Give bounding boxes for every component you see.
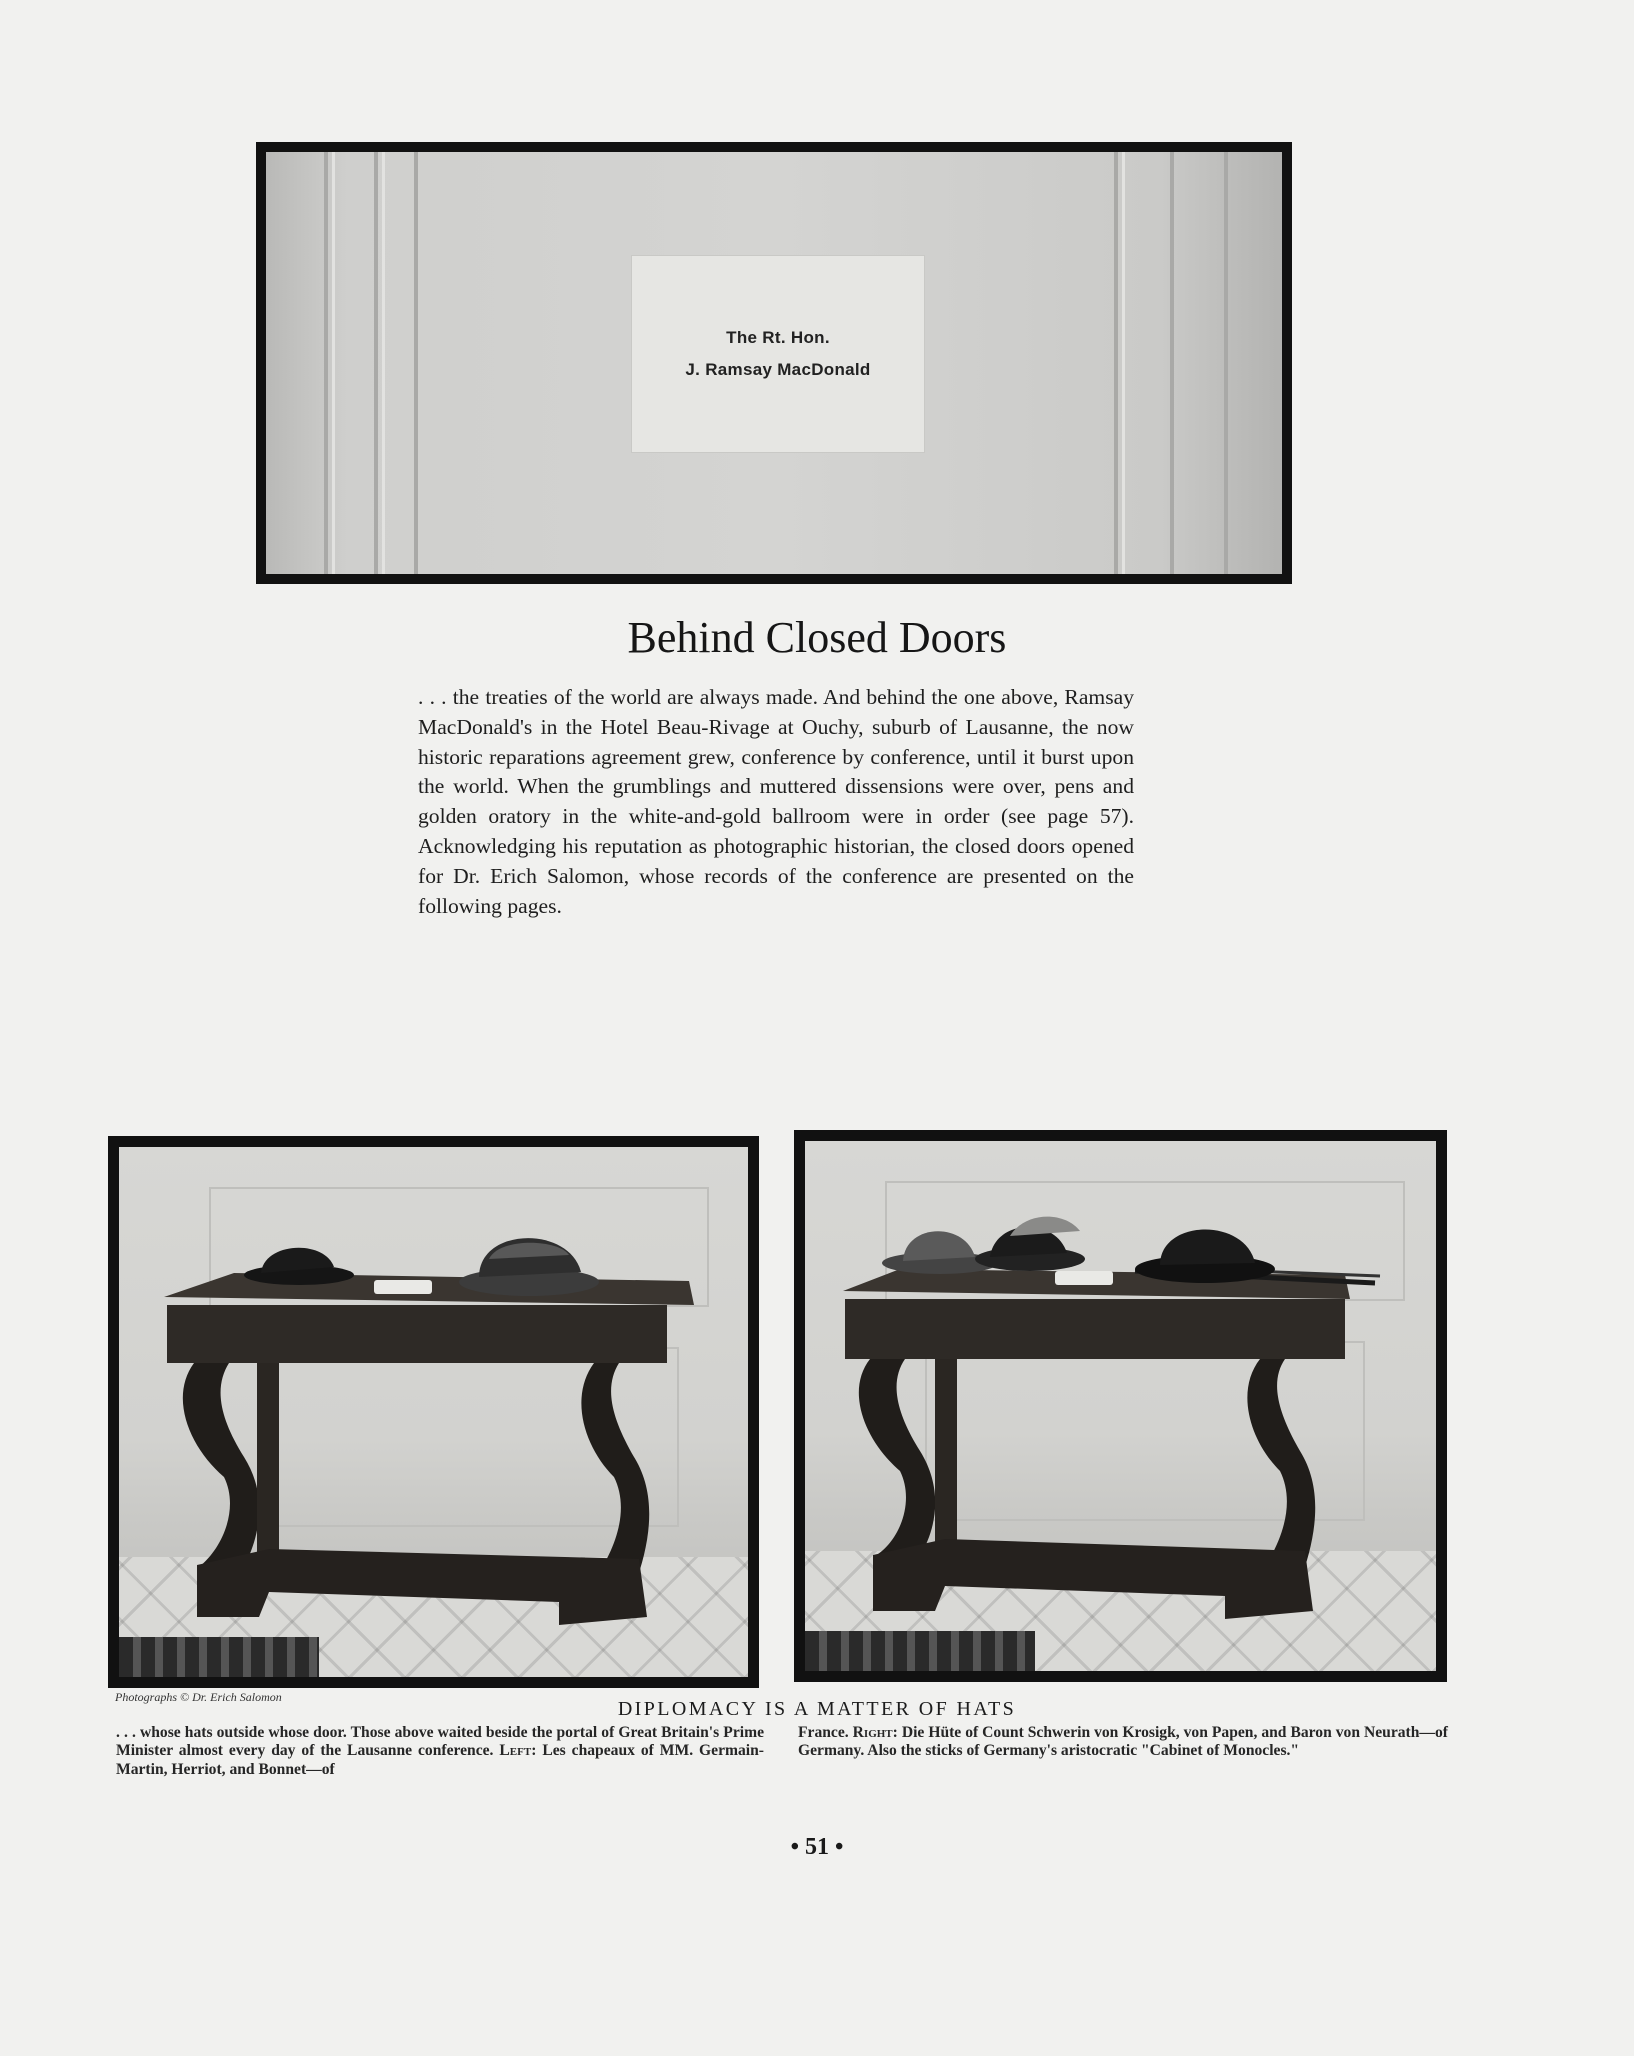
- door-photo-frame: [256, 142, 1292, 584]
- console-table: [164, 1273, 694, 1625]
- caption-right-text: France.: [798, 1724, 849, 1741]
- article-headline: Behind Closed Doors: [627, 613, 1007, 662]
- door-molding: [1114, 152, 1118, 574]
- right-hats-photo: [805, 1141, 1436, 1671]
- door-molding: [332, 152, 335, 574]
- door-molding: [374, 152, 378, 574]
- nameplate-line-1: The Rt. Hon.: [726, 328, 830, 347]
- left-hats-photo: [119, 1147, 748, 1677]
- caption-right-column: [798, 1724, 1448, 1761]
- door-molding: [1170, 152, 1174, 574]
- caption-left-column: [116, 1724, 764, 1779]
- caption-left-label: Left:: [499, 1742, 537, 1760]
- caption-heading: DIPLOMACY IS A MATTER OF HATS: [617, 1698, 1017, 1720]
- caption-right-label: Right:: [852, 1724, 898, 1741]
- caption-left-text: . . . whose hats outside whose door. Those above waited beside the portal of Great Britain's Prime Minister almost every day of the Lausanne conference.: [116, 1724, 764, 1760]
- console-table-scene: [805, 1141, 1436, 1671]
- door-molding: [382, 152, 385, 574]
- door-molding: [414, 152, 418, 574]
- console-table-scene: [119, 1147, 748, 1677]
- door-molding: [1122, 152, 1125, 574]
- door-molding: [324, 152, 328, 574]
- console-table: [843, 1269, 1350, 1619]
- door-photo: [266, 152, 1282, 574]
- nameplate-line-2: J. Ramsay MacDonald: [685, 360, 871, 379]
- right-hats-photo-frame: [794, 1130, 1447, 1682]
- left-hats-photo-frame: [108, 1136, 759, 1688]
- door-molding: [1224, 152, 1228, 574]
- photo-credit: Photographs © Dr. Erich Salomon: [115, 1690, 282, 1704]
- caption-right-text-2: Die Hüte of Count Schwerin von Krosigk, von Papen, and Baron von Neurath—of Germany. Also the sticks of Germany's aristocratic "Cabinet of Monocles.": [798, 1724, 1449, 1760]
- door-nameplate: [632, 256, 924, 452]
- caption-left-text-2: Les chapeaux of MM. Germain-Martin, Herriot, and Bonnet—of: [116, 1742, 764, 1778]
- article-body: . . . the treaties of the world are always made. And behind the one above, Ramsay MacDonald's in the Hotel Beau-Rivage at Ouchy, suburb of Lausanne, the now historic reparations agreement grew, conference by conference, until it burst upon the world. When the grumblings and muttered dissensions were over, pens and golden oratory in the white-and-gold ballroom were in order (see page 57). Acknowledging his reputation as photographic historian, the closed doors opened for Dr. Erich Salomon, whose records of the conference are presented on the following pages.: [418, 685, 1134, 918]
- page-number: • 51 •: [790, 1834, 844, 1860]
